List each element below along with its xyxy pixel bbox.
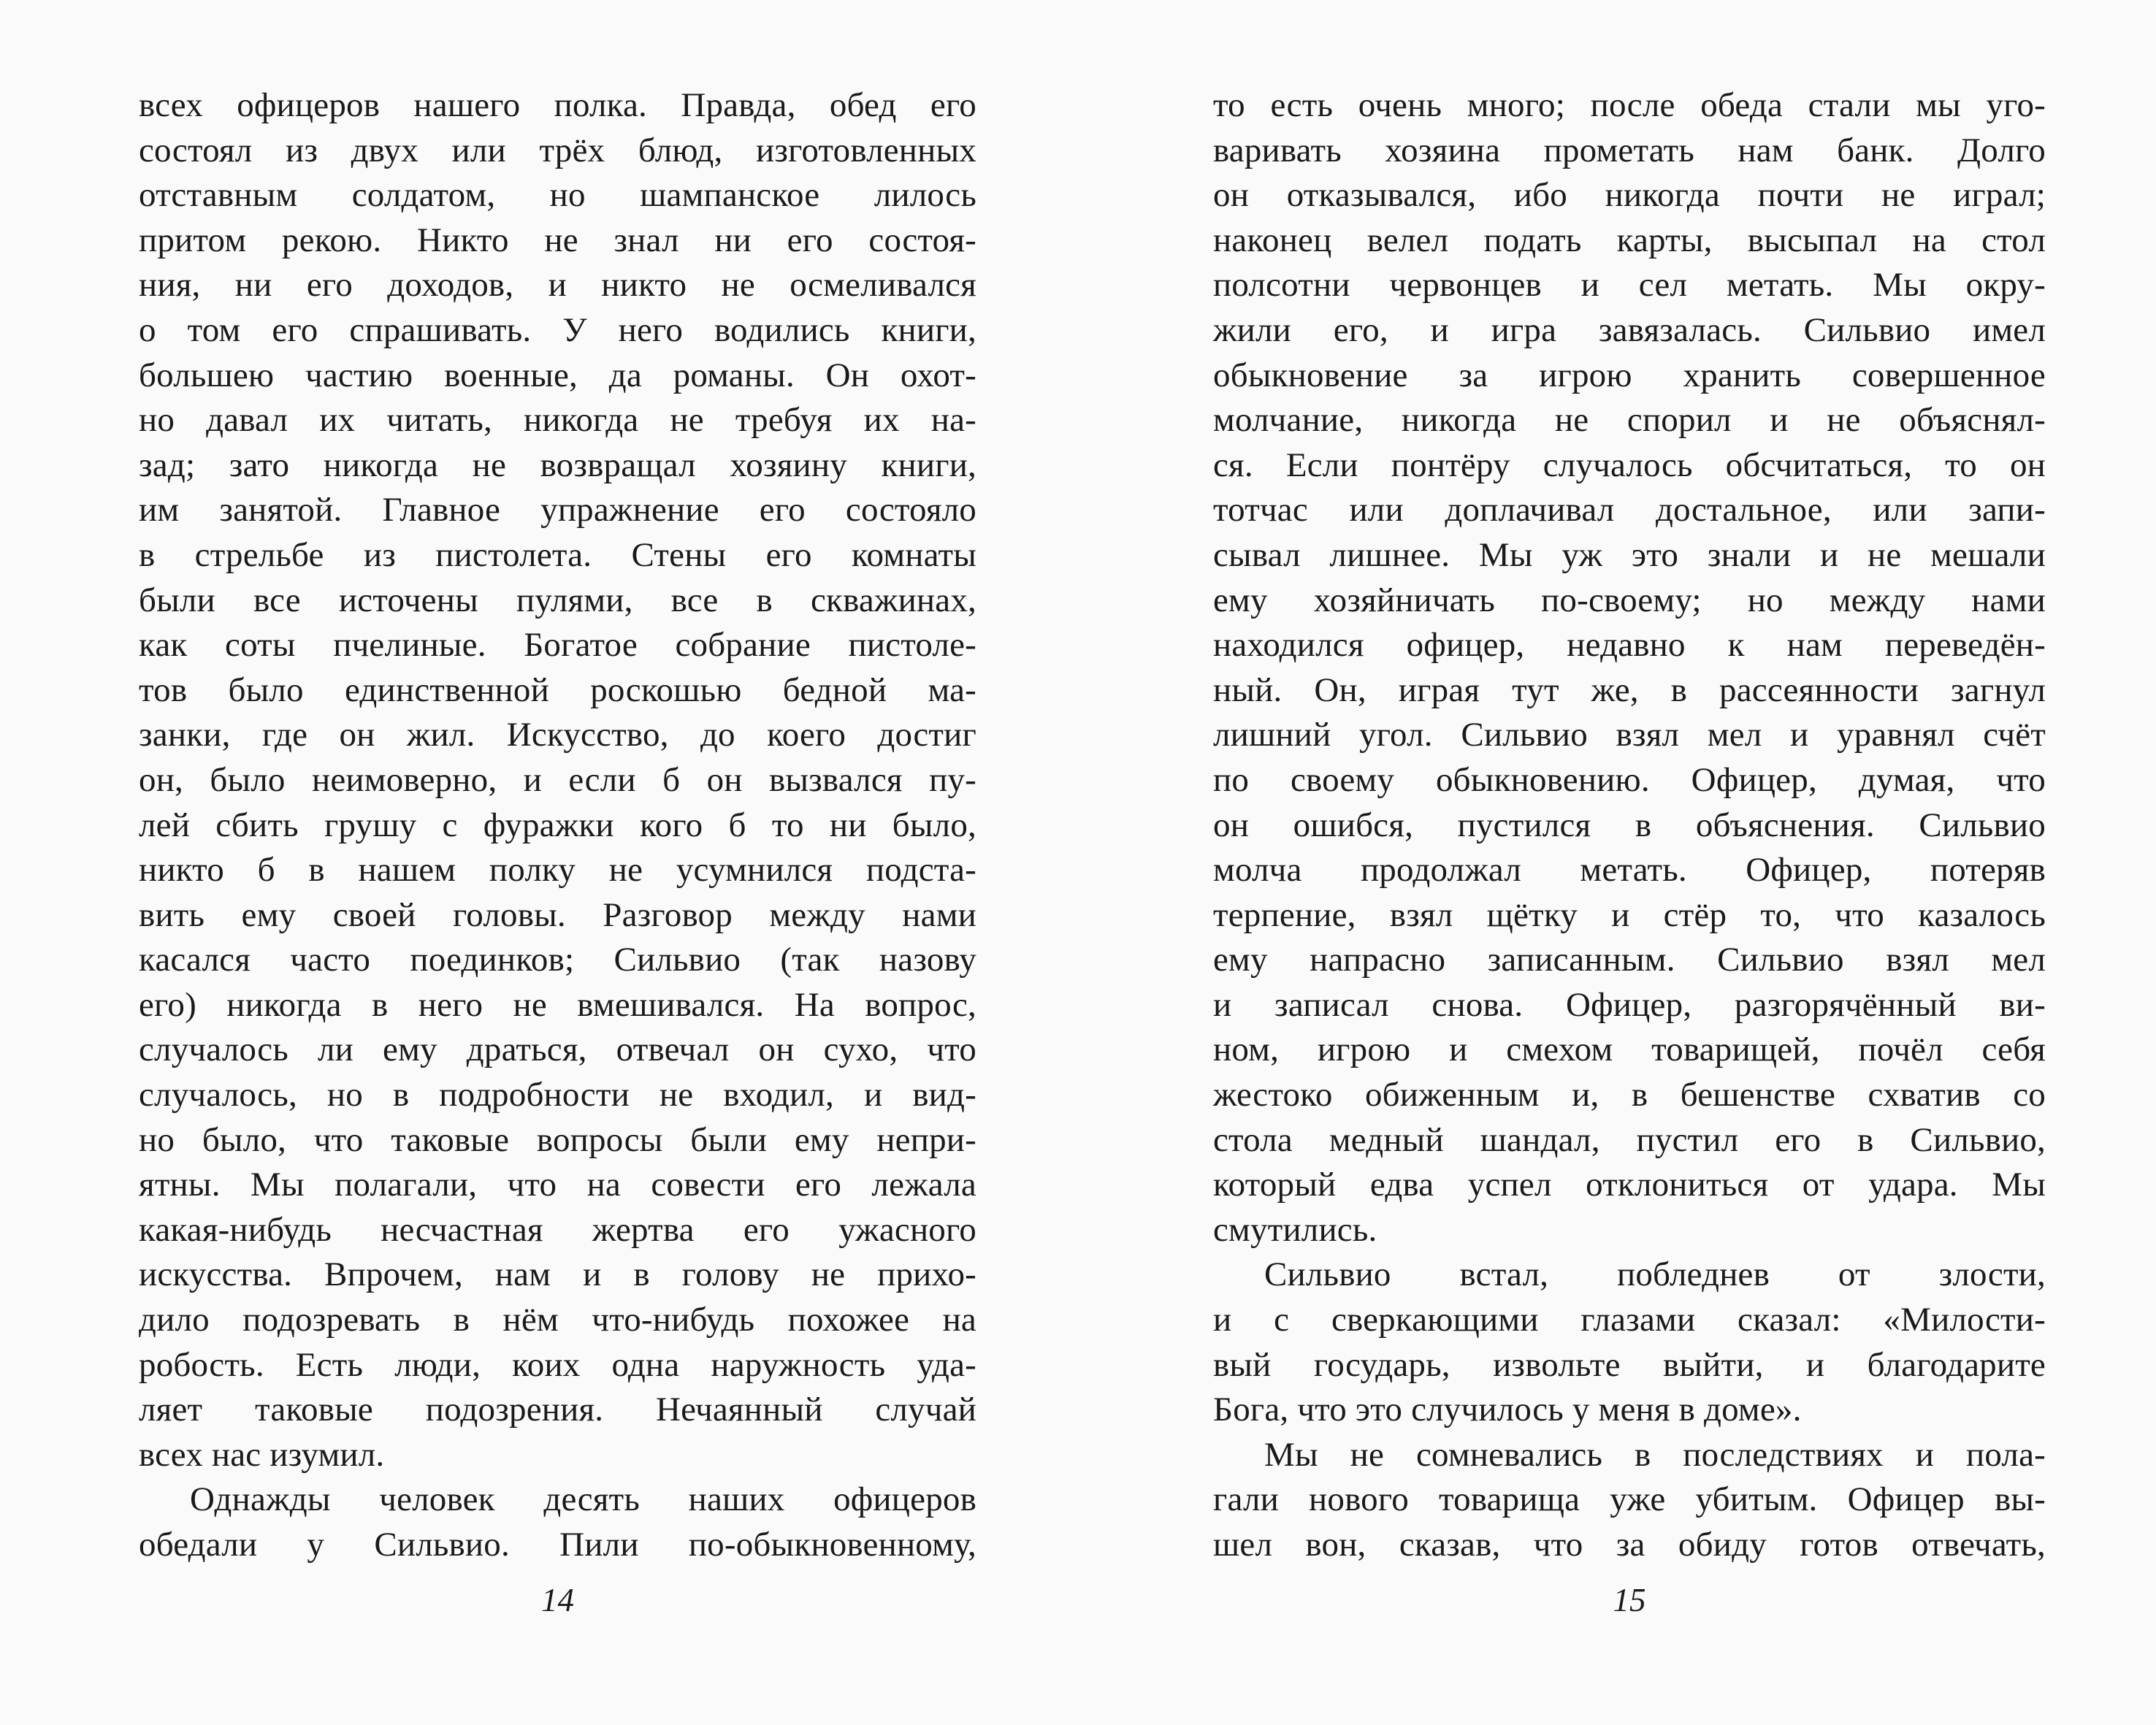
text-line: гали нового товарища уже убитым. Офицер вы-: [1213, 1480, 2046, 1519]
text-line: варивать хозяина прометать нам банк. Долго: [1213, 131, 2046, 169]
text-line: ятны. Мы полагали, что на совести его лежала: [139, 1166, 976, 1204]
text-line: который едва успел отклониться от удара. Мы: [1213, 1166, 2046, 1204]
text-line: терпение, взял щётку и стёр то, что казалось: [1213, 895, 2046, 934]
text-line: Однажды человек десять наших офицеров: [190, 1480, 976, 1519]
text-line: лишний угол. Сильвио взял мел и уравнял счёт: [1213, 716, 2046, 754]
text-line: он, было неимоверно, и если б он вызвался пу-: [139, 760, 976, 799]
text-line: сывал лишнее. Мы уж это знали и не мешали: [1213, 535, 2046, 574]
text-line: состоял из двух или трёх блюд, изготовленных: [139, 131, 976, 169]
text-line: случалось, но в подробности не входил, и вид-: [139, 1076, 976, 1114]
text-line: жестоко обиженным и, в бешенстве схватив со: [1213, 1076, 2046, 1114]
page-right-text: [1213, 83, 2046, 1568]
text-line: Мы не сомневались в последствиях и пола-: [1264, 1435, 2046, 1474]
text-line: робость. Есть люди, коих одна наружность уда-: [139, 1345, 976, 1384]
text-line: в стрельбе из пистолета. Стены его комнаты: [139, 535, 976, 574]
text-line: зад; зато никогда не возвращал хозяину книги,: [139, 445, 976, 484]
text-line: он ошибся, пустился в объяснения. Сильвио: [1213, 806, 2046, 844]
text-line: никто б в нашем полку не усумнился подста-: [139, 851, 976, 890]
text-line: ему хозяйничать по-своему; но между нами: [1213, 581, 2046, 619]
text-line: отставным солдатом, но шампанское лилось: [139, 176, 976, 215]
text-line: стола медный шандал, пустил его в Сильвио,: [1213, 1120, 2046, 1159]
text-line: Сильвио встал, побледнев от злости,: [1264, 1255, 2046, 1294]
text-line: всех нас изумил.: [139, 1435, 385, 1474]
text-line: наконец велел подать карты, высыпал на стол: [1213, 221, 2046, 259]
text-line: обедали у Сильвио. Пили по-обыкновенному,: [139, 1526, 976, 1564]
text-line: но было, что таковые вопросы были ему непри-: [139, 1120, 976, 1159]
page-right: [1213, 83, 2046, 1690]
text-line: большею частию военные, да романы. Он охот-: [139, 356, 976, 394]
text-line: молча продолжал метать. Офицер, потеряв: [1213, 851, 2046, 890]
text-line: обыкновение за игрою хранить совершенное: [1213, 356, 2046, 394]
text-line: как соты пчелиные. Богатое собрание пистоле-: [139, 626, 976, 665]
text-line: находился офицер, недавно к нам переведён-: [1213, 626, 2046, 665]
text-line: искусства. Впрочем, нам и в голову не прихо-: [139, 1255, 976, 1294]
text-line: случалось ли ему драться, отвечал он сухо, что: [139, 1030, 976, 1069]
text-line: притом рекою. Никто не знал ни его состоя-: [139, 221, 976, 259]
text-line: шел вон, сказав, что за обиду готов отвечать,: [1213, 1526, 2046, 1564]
text-line: тов было единственной роскошью бедной ма-: [139, 670, 976, 709]
text-line: занки, где он жил. Искусство, до коего достиг: [139, 716, 976, 754]
text-line: его) никогда в него не вмешивался. На вопрос,: [139, 985, 976, 1024]
page-left-text: [139, 83, 976, 1568]
text-line: ему напрасно записанным. Сильвио взял мел: [1213, 941, 2046, 979]
text-line: Бога, что это случилось у меня в доме».: [1213, 1391, 1802, 1429]
text-line: он отказывался, ибо никогда почти не играл;: [1213, 176, 2046, 215]
text-line: ном, игрою и смехом товарищей, почёл себя: [1213, 1030, 2046, 1069]
text-line: молчание, никогда не спорил и не объяснял-: [1213, 401, 2046, 440]
text-line: касался часто поединков; Сильвио (так назову: [139, 941, 976, 979]
text-line: полсотни червонцев и сел метать. Мы окру-: [1213, 266, 2046, 305]
text-line: тотчас или доплачивал достальное, или запи-: [1213, 491, 2046, 529]
text-line: всех офицеров нашего полка. Правда, обед его: [139, 86, 976, 124]
text-line: то есть очень много; после обеда стали мы уго-: [1213, 86, 2046, 124]
text-line: какая-нибудь несчастная жертва его ужасного: [139, 1210, 976, 1249]
text-line: по своему обыкновению. Офицер, думая, что: [1213, 760, 2046, 799]
page-left: [139, 83, 976, 1690]
text-line: о том его спрашивать. У него водились книги,: [139, 310, 976, 349]
text-line: смутились.: [1213, 1210, 1377, 1249]
text-line: вый государь, извольте выйти, и благодарите: [1213, 1345, 2046, 1384]
text-line: жили его, и игра завязалась. Сильвио имел: [1213, 310, 2046, 349]
text-line: ся. Если понтёру случалось обсчитаться, то он: [1213, 445, 2046, 484]
text-line: ния, ни его доходов, и никто не осмеливался: [139, 266, 976, 305]
text-line: ный. Он, играя тут же, в рассеянности загнул: [1213, 670, 2046, 709]
text-line: и с сверкающими глазами сказал: «Милости-: [1213, 1301, 2046, 1339]
text-line: вить ему своей головы. Разговор между нами: [139, 895, 976, 934]
text-line: дило подозревать в нём что-нибудь похожее на: [139, 1301, 976, 1339]
text-line: ляет таковые подозрения. Нечаянный случай: [139, 1391, 976, 1429]
text-line: им занятой. Главное упражнение его состояло: [139, 491, 976, 529]
page-left-number: 14: [541, 1582, 574, 1618]
text-line: но давал их читать, никогда не требуя их на-: [139, 401, 976, 440]
text-line: лей сбить грушу с фуражки кого б то ни было,: [139, 806, 976, 844]
text-line: и записал снова. Офицер, разгорячённый ви-: [1213, 985, 2046, 1024]
text-line: были все источены пулями, все в скважинах,: [139, 581, 976, 619]
page-right-number: 15: [1613, 1582, 1646, 1618]
